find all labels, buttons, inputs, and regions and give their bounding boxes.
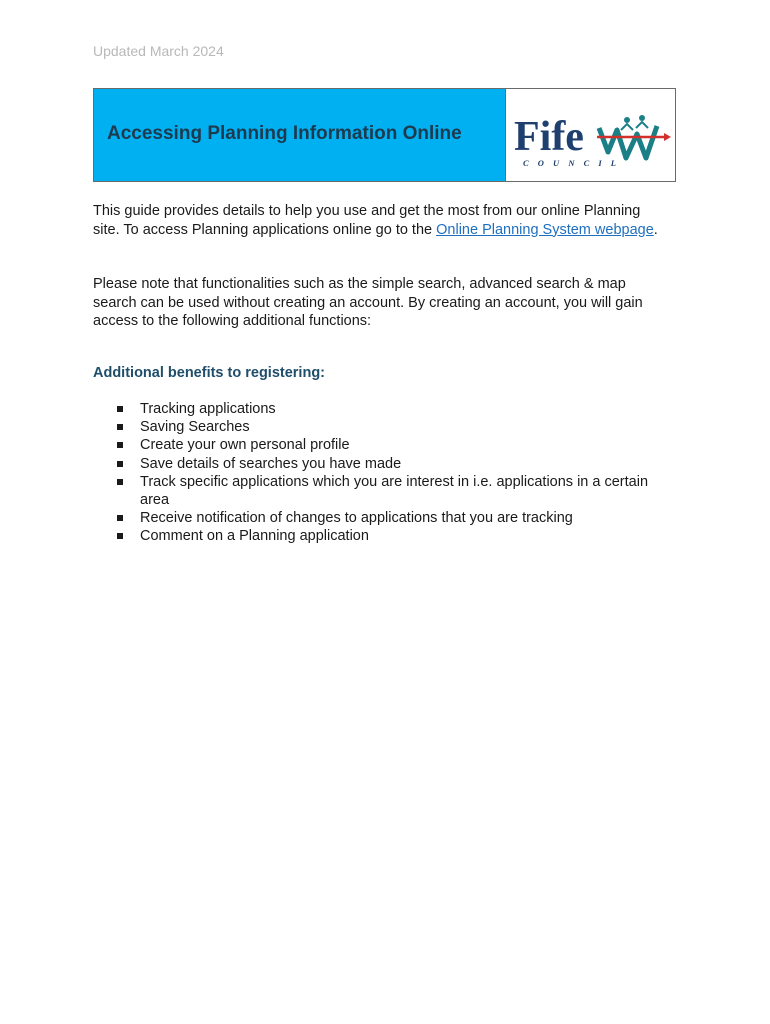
page-title: Accessing Planning Information Online (107, 123, 462, 144)
header-banner (93, 88, 676, 182)
bullet-icon (117, 479, 123, 485)
list-item-text: Save details of searches you have made (140, 455, 402, 472)
list-item-text: Receive notification of changes to applications that you are tracking (140, 510, 573, 527)
list-item (93, 400, 653, 418)
list-item (93, 455, 653, 473)
list-item (93, 527, 653, 545)
benefits-heading: Additional benefits to registering: (93, 365, 326, 381)
list-item (93, 436, 653, 454)
bullet-icon (117, 515, 123, 521)
bullet-icon (117, 406, 123, 412)
list-item (93, 473, 653, 509)
svg-text:Fife: Fife (513, 114, 584, 160)
intro-paragraph (93, 202, 663, 239)
bullet-icon (117, 533, 123, 539)
bullet-icon (117, 461, 123, 467)
svg-text:C O U N C I L: C O U N C I L (522, 158, 620, 168)
logo-cell (506, 89, 675, 181)
list-item-text: Comment on a Planning application (140, 528, 369, 545)
benefits-list (93, 400, 653, 546)
updated-date: Updated March 2024 (93, 43, 224, 59)
bullet-icon (117, 442, 123, 448)
fife-council-logo-icon (511, 100, 671, 170)
list-item-text: Track specific applications which you are interest in i.e. applications in a certain area (140, 473, 649, 509)
list-item-text: Saving Searches (140, 419, 250, 436)
header-title-cell (94, 89, 506, 181)
list-item (93, 418, 653, 436)
note-paragraph: Please note that functionalities such as the simple search, advanced search & map search can be used without creating an account. By creating an account, you will gain access to the following additional functions: (93, 276, 643, 329)
online-planning-link[interactable]: Online Planning System webpage (436, 221, 654, 238)
list-item (93, 509, 653, 527)
intro-text-end: . (653, 221, 658, 238)
bullet-icon (117, 424, 123, 430)
intro-text: This guide provides details to help you use and get the most from our online Planning site. To access Planning applications online go to the (93, 203, 641, 238)
list-item-text: Tracking applications (140, 401, 276, 417)
list-item-text: Create your own personal profile (140, 437, 350, 454)
